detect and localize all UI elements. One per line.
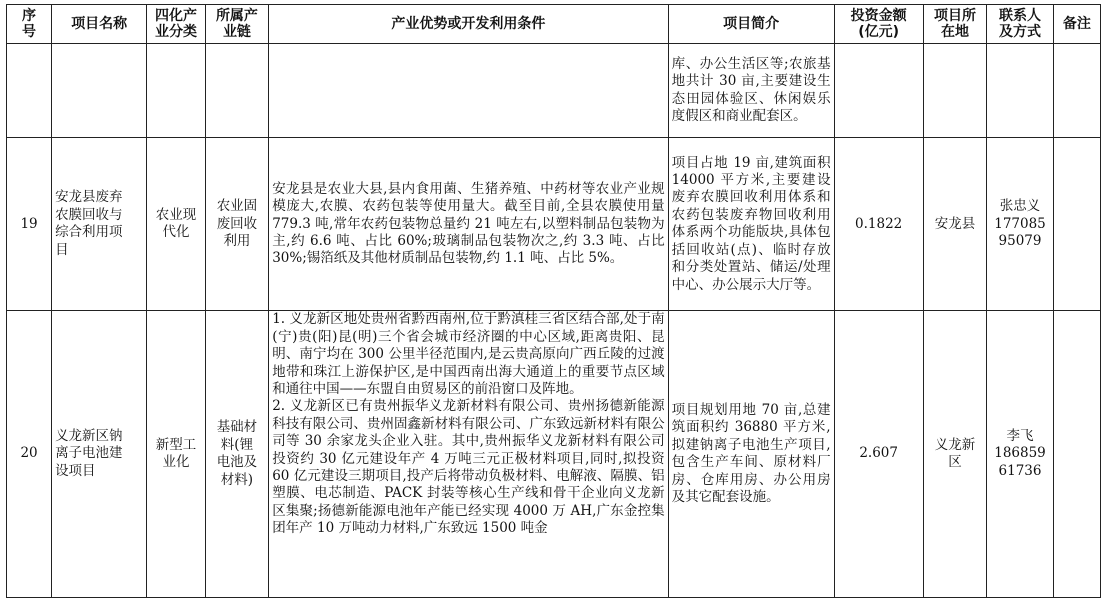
cell-category bbox=[147, 44, 205, 138]
cell-name: 义龙新区钠 离子电池建 设项目 bbox=[52, 311, 147, 598]
cell-note bbox=[1053, 44, 1100, 138]
cell-advantage: 安龙县是农业大县,县内食用菌、生猪养殖、中药材等农业产业规模庞大,农膜、农药包装等使用量大。截至目前,全县农膜使用量 779.3 吨,常年农药包装物总量约 21 吨左右,以塑料制品包装物为主,约 6.6 吨、占比 60%;玻璃制品包装物次之,约 3.3 吨、占比 30%;锡箔纸及其他材质制品包装物,约 1.1 吨、占比 5%。 bbox=[269, 138, 668, 311]
cell-contact: 李飞 186859 61736 bbox=[987, 311, 1054, 598]
cell-chain: 基础材 料(锂 电池及 材料) bbox=[205, 311, 269, 598]
cell-category: 农业现 代化 bbox=[147, 138, 205, 311]
header-row bbox=[7, 5, 1101, 44]
header-location: 项目所 在地 bbox=[923, 5, 987, 44]
cell-intro: 库、办公生活区等;农旅基地共计 30 亩,主要建设生态田园体验区、休闲娱乐度假区和商业配套区。 bbox=[668, 44, 834, 138]
table-row bbox=[7, 138, 1101, 311]
header-no: 序 号 bbox=[7, 5, 52, 44]
header-note: 备注 bbox=[1053, 5, 1100, 44]
cell-contact bbox=[987, 44, 1054, 138]
table-row bbox=[7, 44, 1101, 138]
cell-note bbox=[1053, 138, 1100, 311]
cell-investment: 2.607 bbox=[834, 311, 923, 598]
header-investment: 投资金额 (亿元) bbox=[834, 5, 923, 44]
cell-advantage bbox=[269, 44, 668, 138]
header-name: 项目名称 bbox=[52, 5, 147, 44]
cell-location: 义龙新 区 bbox=[923, 311, 987, 598]
header-category: 四化产 业分类 bbox=[147, 5, 205, 44]
header-intro: 项目简介 bbox=[668, 5, 834, 44]
cell-no: 20 bbox=[7, 311, 52, 598]
project-table bbox=[6, 4, 1101, 598]
cell-intro: 项目规划用地 70 亩,总建筑面积约 36880 平方米,拟建钠离子电池生产项目,包含生产车间、原材料厂房、仓库用房、办公用房及其它配套设施。 bbox=[668, 311, 834, 598]
cell-no: 19 bbox=[7, 138, 52, 311]
cell-location: 安龙县 bbox=[923, 138, 987, 311]
cell-chain: 农业固 废回收 利用 bbox=[205, 138, 269, 311]
header-chain: 所属产 业链 bbox=[205, 5, 269, 44]
cell-name bbox=[52, 44, 147, 138]
cell-investment: 0.1822 bbox=[834, 138, 923, 311]
cell-intro: 项目占地 19 亩,建筑面积 14000 平方米,主要建设废弃农膜回收利用体系和农药包装废弃物回收利用体系两个功能版块,具体包括回收站(点)、临时存放和分类处置站、储运/处理中心、办公展示大厅等。 bbox=[668, 138, 834, 311]
cell-advantage: 1. 义龙新区地处贵州省黔西南州,位于黔滇桂三省区结合部,处于南(宁)贵(阳)昆(明)三个省会城市经济圈的中心区域,距离贵阳、昆明、南宁均在 300 公里半径范围内,是云贵高原向广西丘陵的过渡地带和珠江上游保护区,是中国西南出海大通道上的重要节点区域和通往中国——东盟自由贸易区的前沿窗口及阵地。 2. 义龙新区已有贵州振华义龙新材料有限公司、贵州扬德新能源科技有限公司、贵州固鑫新材料有限公司、广东致远新材料有限公司等 30 余家龙头企业入驻。其中,贵州振华义龙新材料有限公司投资约 30 亿元建设年产 4 万吨三元正极材料项目,同时,拟投资 60 亿元建设三期项目,投产后将带动负极材料、电解液、隔膜、铝塑膜、电芯制造、PACK 封装等核心生产线和骨干企业向义龙新区集聚;扬德新能源电池年产能已经实现 4000 万 AH,广东金控集团年产 10 万吨动力材料,广东致远 1500 吨金 bbox=[269, 311, 668, 598]
table-row bbox=[7, 311, 1101, 598]
cell-chain bbox=[205, 44, 269, 138]
cell-name: 安龙县废弃 农膜回收与 综合利用项 目 bbox=[52, 138, 147, 311]
header-advantage: 产业优势或开发利用条件 bbox=[269, 5, 668, 44]
cell-category: 新型工 业化 bbox=[147, 311, 205, 598]
cell-no bbox=[7, 44, 52, 138]
header-contact: 联系人 及方式 bbox=[987, 5, 1054, 44]
cell-location bbox=[923, 44, 987, 138]
cell-investment bbox=[834, 44, 923, 138]
cell-contact: 张忠义 177085 95079 bbox=[987, 138, 1054, 311]
cell-note bbox=[1053, 311, 1100, 598]
